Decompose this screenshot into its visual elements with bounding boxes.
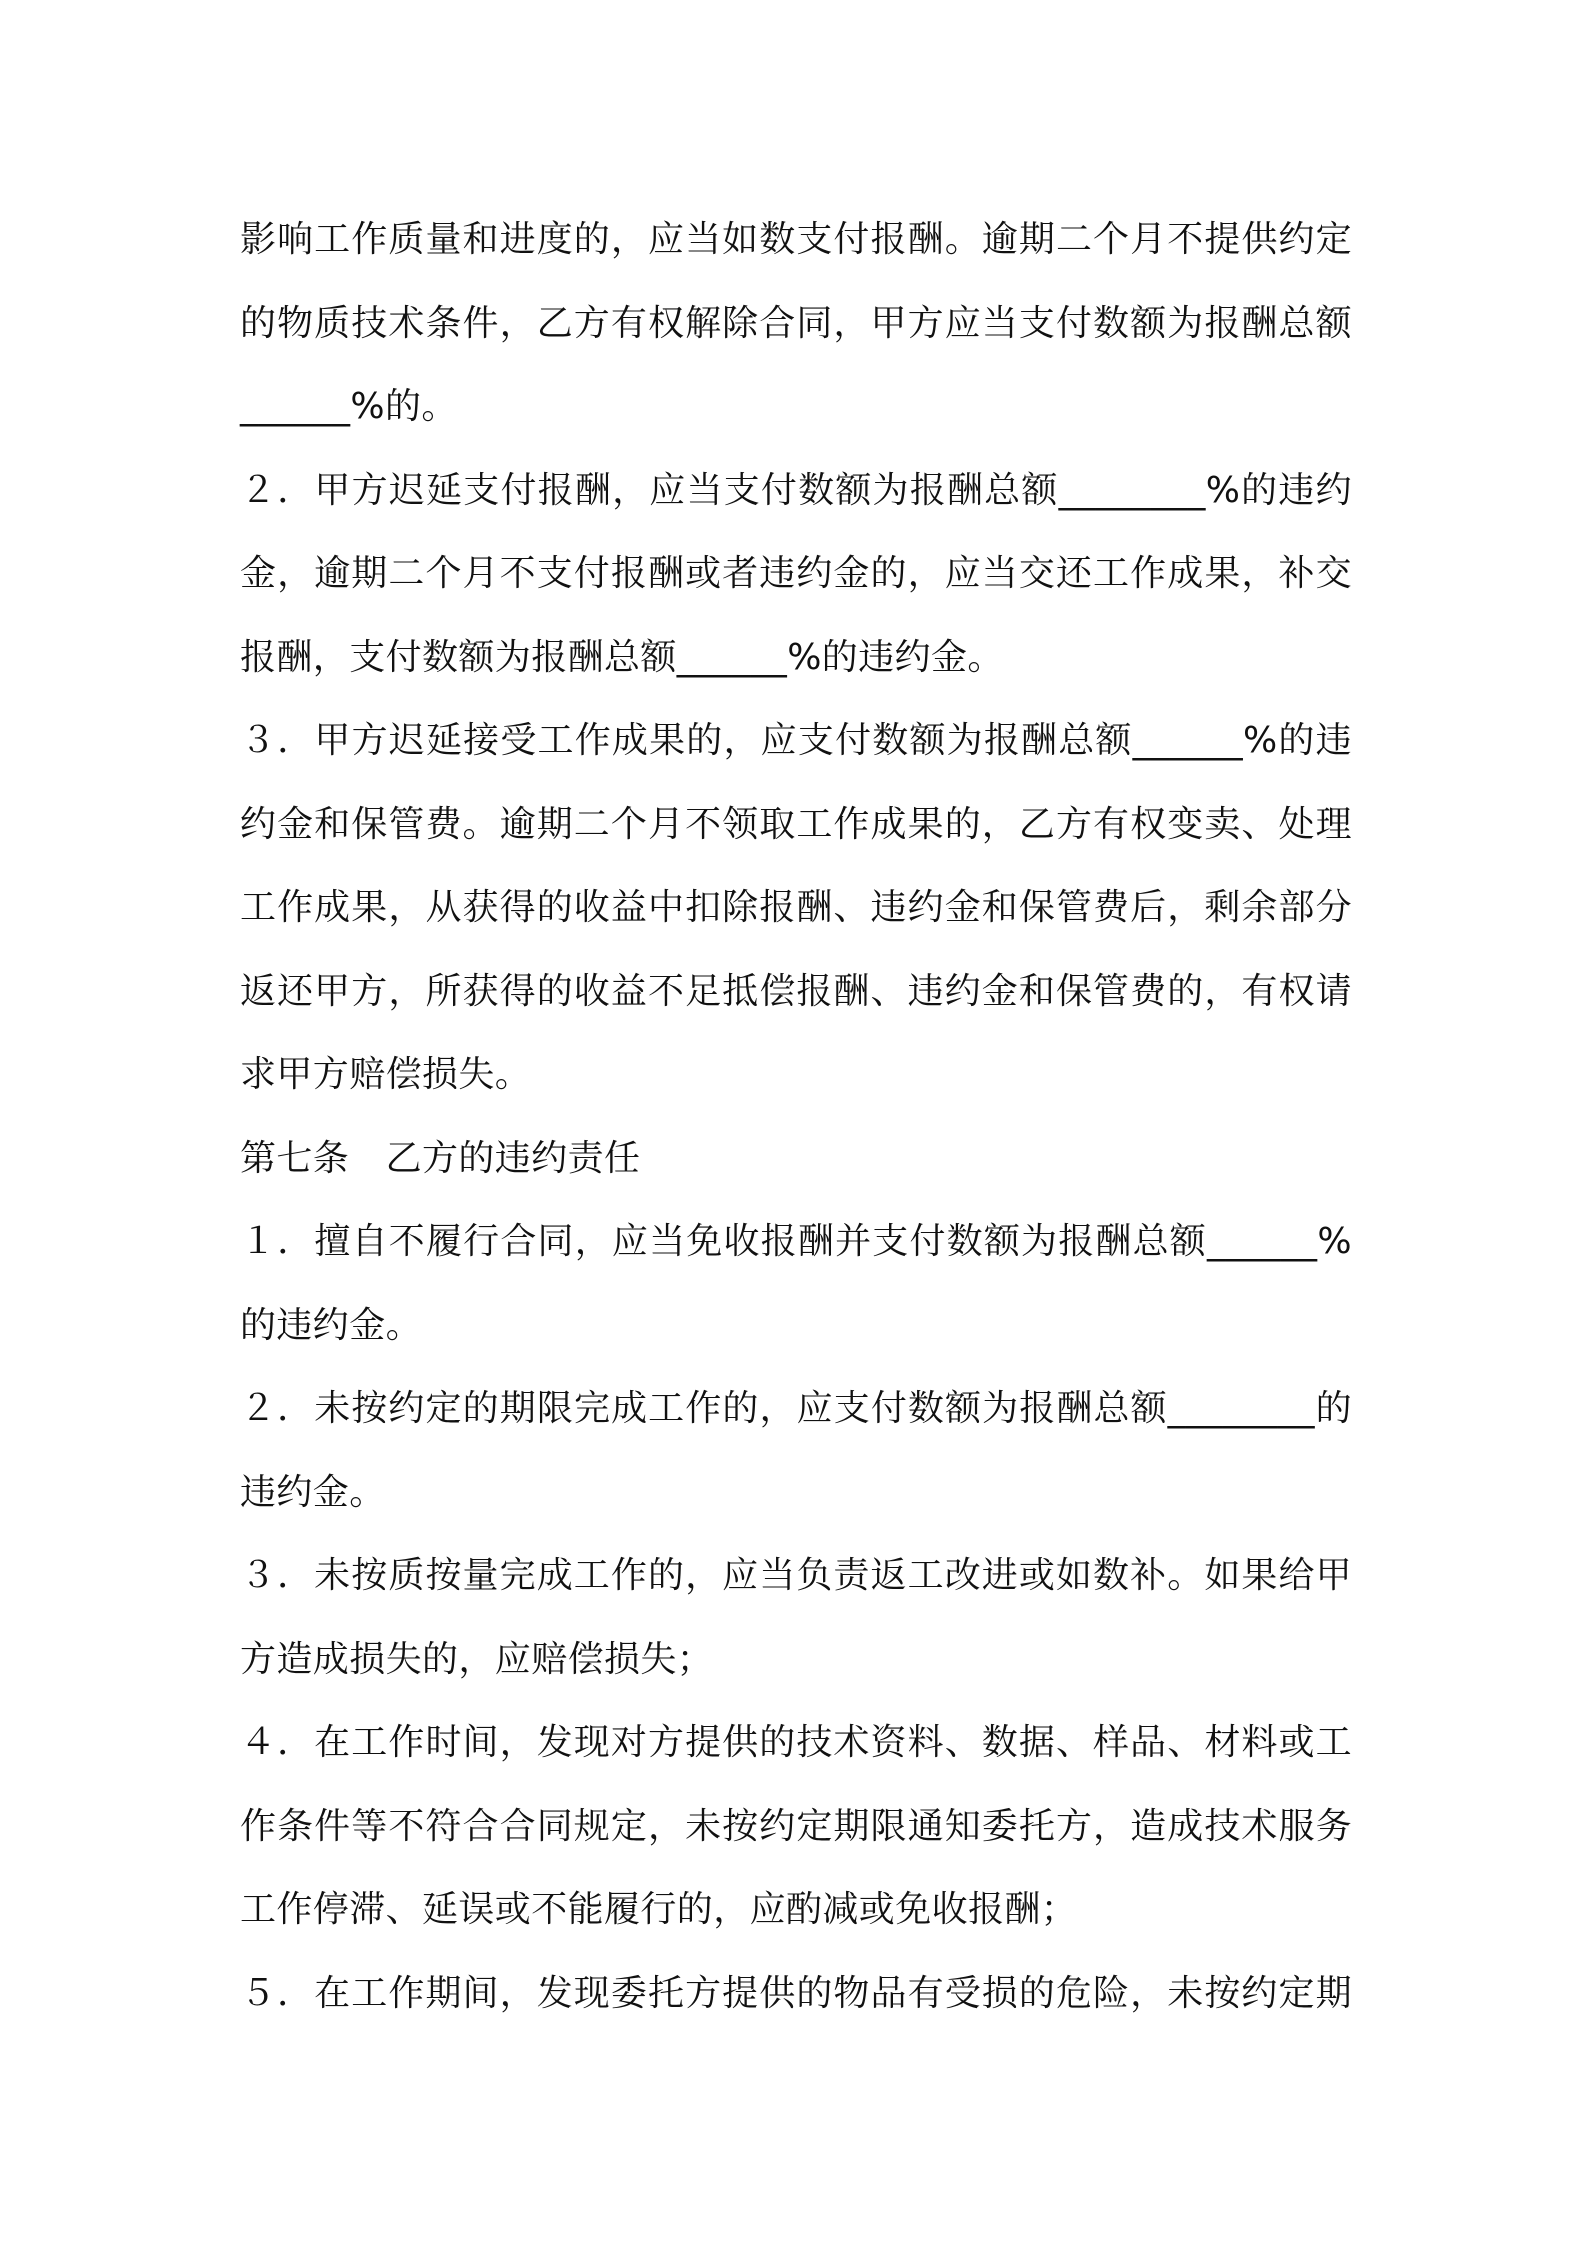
clause-4-line: 作条件等不符合合同规定，未按约定期限通知委托方，造成技术服务 [240,1805,1352,1847]
clause-2-line: ２．甲方迟延支付报酬，应当支付数额为报酬总额________%的违约 [240,469,1352,511]
clause-3-line: 工作成果，从获得的收益中扣除报酬、违约金和保管费后，剩余部分 [240,887,1352,928]
clause-4-line: ４．在工作时间，发现对方提供的技术资料、数据、样品、材料或工 [240,1722,1352,1763]
paragraph-line: ______%的。 [240,386,458,427]
clause-2-line: ２．未按约定的期限完成工作的，应支付数额为报酬总额________的 [240,1388,1352,1429]
clause-2-line: 报酬，支付数额为报酬总额______%的违约金。 [240,636,1004,678]
document-body [240,198,1352,2035]
clause-3-line: ３．甲方迟延接受工作成果的，应支付数额为报酬总额______%的违 [240,720,1352,761]
clause-4-line: 工作停滞、延误或不能履行的，应酌减或免收报酬； [240,1889,1078,1930]
clause-3-line: 求甲方赔偿损失。 [240,1054,532,1095]
clause-5-line: ５．在工作期间，发现委托方提供的物品有受损的危险，未按约定期 [240,1972,1352,2014]
clause-3-line: 返还甲方，所获得的收益不足抵偿报酬、违约金和保管费的，有权请 [240,970,1352,1012]
clause-1-line: １．擅自不履行合同，应当免收报酬并支付数额为报酬总额______% [240,1221,1352,1262]
paragraph-line: 的物质技术条件，乙方有权解除合同，甲方应当支付数额为报酬总额 [240,302,1352,344]
clause-3-line: 方造成损失的，应赔偿损失； [240,1638,714,1680]
clause-3-line: ３．未按质按量完成工作的，应当负责返工改进或如数补。如果给甲 [240,1555,1352,1596]
clause-2-line: 违约金。 [240,1471,386,1513]
clause-3-line: 约金和保管费。逾期二个月不领取工作成果的，乙方有权变卖、处理 [240,803,1352,845]
article-heading: 第七条 乙方的违约责任 [240,1137,641,1179]
paragraph-line: 影响工作质量和进度的，应当如数支付报酬。逾期二个月不提供约定 [240,219,1352,260]
clause-1-line: 的违约金。 [240,1304,423,1346]
clause-2-line: 金，逾期二个月不支付报酬或者违约金的，应当交还工作成果，补交 [240,553,1352,594]
